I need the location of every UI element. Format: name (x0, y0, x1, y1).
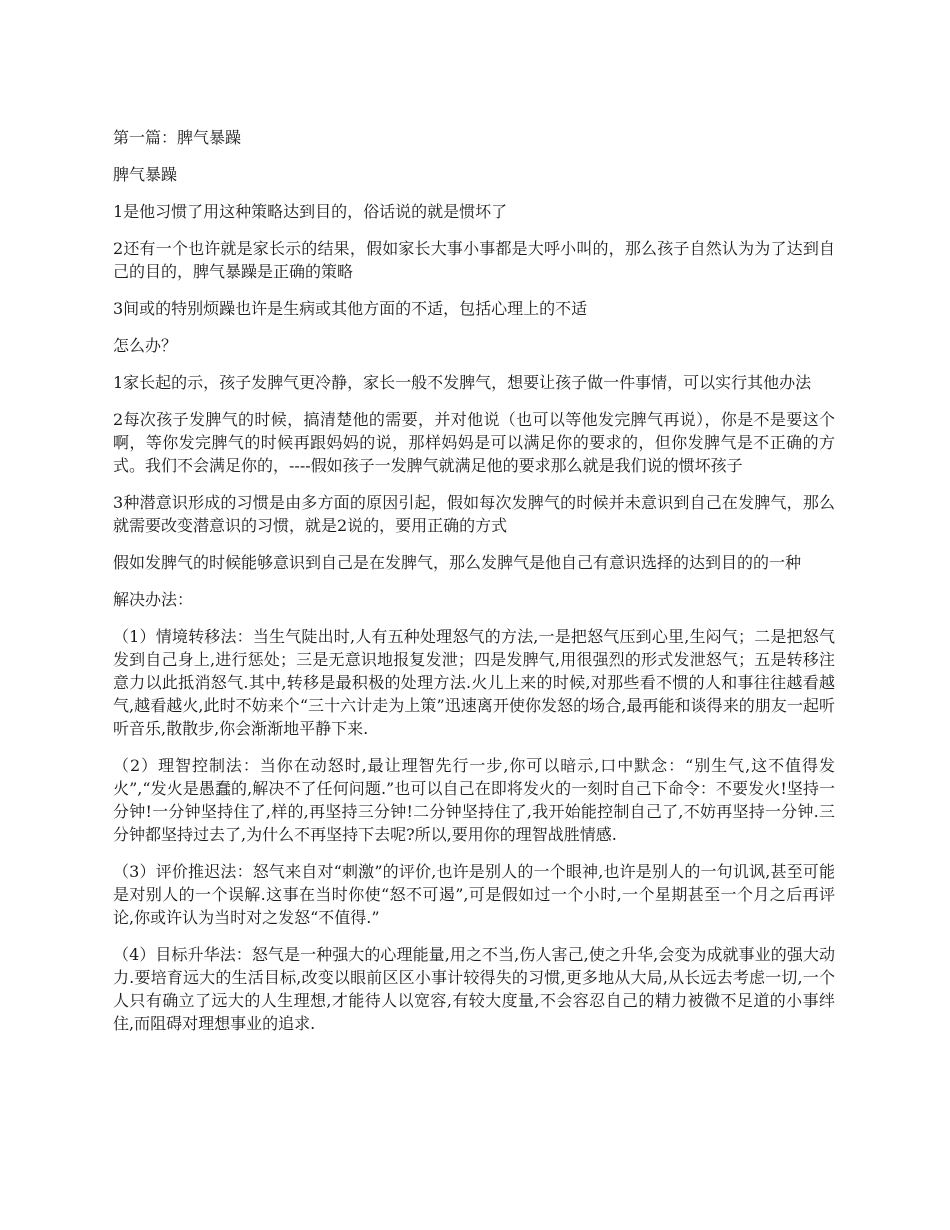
advice-item-1: 1家长起的示，孩子发脾气更冷静，家长一般不发脾气，想要让孩子做一件事情，可以实行其他办法 (113, 373, 812, 392)
section-heading: 脾气暴躁 (113, 165, 178, 184)
advice-note: 假如发脾气的时候能够意识到自己是在发脾气，那么发脾气是他自己有意识选择的达到目的的一种 (113, 553, 802, 572)
solution-2: （2）理智控制法：当你在动怒时,最让理智先行一步,你可以暗示,口中默念：“别生气,这不值得发火”,“发火是愚蠢的,解决不了任何问题.”也可以自己在即将发火的一刻时自己下命令：不要发火!坚持一分钟!一分钟坚持住了,样的,再坚持三分钟!二分钟坚持住了,我开始能控制自己了,不妨再坚持一分钟.三分钟都坚持过去了,为什么不再坚持下去呢?所以,要用你的理智战胜情感. (113, 756, 835, 844)
cause-item-3: 3间或的特别烦躁也许是生病或其他方面的不适，包括心理上的不适 (113, 299, 588, 318)
chapter-title: 第一篇：脾气暴躁 (113, 128, 242, 147)
solution-4: （4）目标升华法：怒气是一种强大的心理能量,用之不当,伤人害己,使之升华,会变为成就事业的强大动力.要培育远大的生活目标,改变以眼前区区小事计较得失的习惯,更多地从大局,从长远去考虑一切,一个人只有确立了远大的人生理想,才能待人以宽容,有较大度量,不会容忍自己的精力被微不足道的小事绊住,而阻碍对理想事业的追求. (113, 945, 835, 1033)
advice-item-2: 2每次孩子发脾气的时候，搞清楚他的需要，并对他说（也可以等他发完脾气再说），你是不是要这个啊，等你发完脾气的时候再跟妈妈的说，那样妈妈是可以满足你的要求的，但你发脾气是不正确的方式。我们不会满足你的，----假如孩子一发脾气就满足他的要求那么就是我们说的惯坏孩子 (113, 410, 835, 475)
solution-3: （3）评价推迟法：怒气来自对“刺激”的评价,也许是别人的一个眼神,也许是别人的一句讥讽,甚至可能是对别人的一个误解.这事在当时你使“怒不可遏”,可是假如过一个小时,一个星期甚至一个月之后再评论,你或许认为当时对之发怒“不值得.” (113, 862, 835, 927)
solutions-heading: 解决办法： (113, 590, 194, 609)
document-body (113, 126, 835, 1049)
cause-item-1: 1是他习惯了用这种策略达到目的，俗话说的就是惯坏了 (113, 202, 508, 221)
question-heading: 怎么办？ (113, 336, 178, 355)
advice-item-3: 3种潜意识形成的习惯是由多方面的原因引起，假如每次发脾气的时候并未意识到自己在发脾气，那么就需要改变潜意识的习惯，就是2说的，要用正确的方式 (113, 493, 835, 535)
solution-1: （1）情境转移法：当生气陡出时,人有五种处理怒气的方法,一是把怒气压到心里,生闷气；二是把怒气发到自己身上,进行惩处；三是无意识地报复发泄；四是发脾气,用很强烈的形式发泄怒气；五是转移注意力以此抵消怒气.其中,转移是最积极的处理方法.火儿上来的时候,对那些看不惯的人和事往往越看越气,越看越火,此时不妨来个“三十六计走为上策”迅速离开使你发怒的场合,最再能和谈得来的朋友一起听听音乐,散散步,你会渐渐地平静下来. (113, 627, 835, 738)
cause-item-2: 2还有一个也许就是家长示的结果，假如家长大事小事都是大呼小叫的，那么孩子自然认为为了达到自己的目的，脾气暴躁是正确的策略 (113, 239, 835, 281)
